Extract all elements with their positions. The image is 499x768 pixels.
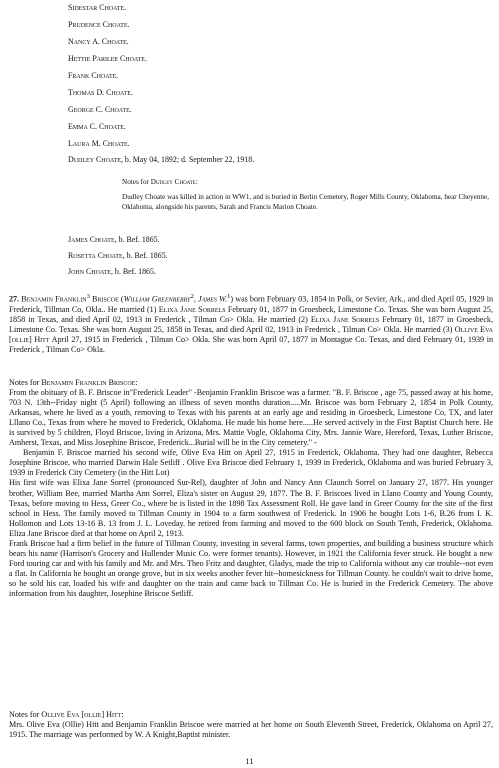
- child-dates: , b. Bef. 1865.: [114, 235, 160, 244]
- child-name: Rosetta Choate: [68, 251, 123, 260]
- dudley-notes-text: Dudley Choate was killed in action in WW1, and is buried in Berlin Cemetery, Roger Mills County, Oklahoma, hear Cheyenne, Oklahoma, alongside his parents, Sarah and Francis Marion Choate.: [122, 193, 490, 211]
- child-name: John Choate: [68, 267, 111, 276]
- ollive-marriage-paragraph: Mrs. Olive Eva (Ollie) Hitt and Benjamin Franklin Briscoe were married at her home on South Eleventh Street, Frederick, Oklahoma on April 27, 1915. The marriage was performed by W. A Knight,Baptist minister.: [9, 720, 493, 740]
- lineage-gen-2: 2: [190, 293, 194, 300]
- child-name: Emma C. Choate.: [68, 122, 126, 131]
- lineage-grandfather: James W.: [198, 294, 228, 304]
- first-wife-paragraph: His first wife was Elixa Jane Sorrel (pronounced Sur-Rel), daughter of John and Nancy Ann Claunch Sorrel on January 27, 1877. His younger brother, William Bee, married Martha Ann Sorrel, Eliza's sister on August 29, 1877. The B. F. Briscoes lived in Llano County and Young County, Texas, before moving to Hess, Greer Co., where he is listed in the 1898 Tax Assessment Roll. He gave land in Greer County for the site of the first school in Hess. The family moved to Tillman County in 1904 to a farm southwest of Frederick. In 1906 he bought Lots 1-6, B.26 from I. K. Hollomon and Lots 13-16 B. 13 from J. L. Loveday. he retired from farming and moved to the 600 block on South Tenth, Frederick, Oklahoma. Eliza Jane Briscoe died at that home on April 2, 1913.: [9, 478, 493, 538]
- child-dates: , b. Bef. 1865.: [110, 267, 156, 276]
- notes-prefix: Notes for: [9, 710, 42, 719]
- dudley-notes-heading: [122, 178, 492, 188]
- lineage-sep: ,: [193, 294, 198, 304]
- notes-subject: Benjamin Franklin Briscoe: [41, 378, 136, 387]
- entry-surname: Briscoe: [89, 294, 119, 304]
- child-name: Thomas D. Choate.: [68, 88, 134, 97]
- notes-heading: [9, 710, 493, 720]
- entry-name: Benjamin Franklin: [21, 294, 87, 304]
- child-name: Laura M. Choate.: [68, 139, 130, 148]
- child-name: Dudley Choate: [68, 155, 121, 164]
- child-name: George C. Choate.: [68, 105, 132, 114]
- child-dates: , b. Bef. 1865.: [122, 251, 168, 260]
- lineage-close: ): [230, 294, 234, 304]
- lineage-gen-1: 1: [227, 293, 231, 300]
- second-wife-paragraph: Benjamin F. Briscoe married his second wife, Olive Eva Hitt on April 27, 1915 in Frederick, Oklahoma. They had one daughter, Rebecca Josephine Briscoe, who married Darwin Hale Setliff . Olive Eva Briscoe died February 1, 1939 in Frederick, Oklahoma and was buried February 3, 1939 in Frederick City Cemetery (in the Hitt Lot): [9, 448, 493, 478]
- entry-number: 27.: [9, 294, 20, 304]
- child-name: Nancy A. Choate.: [68, 37, 129, 46]
- notes-heading: [9, 378, 493, 388]
- notes-bfb: [9, 378, 493, 599]
- notes-subject: Dudley Choate: [150, 178, 196, 186]
- spouse-3: Ollive Eva [ollie] Hitt: [9, 324, 493, 344]
- child-name: Prudence Choate.: [68, 20, 130, 29]
- notes-ollive: [9, 710, 493, 740]
- child-name: Sidestar Choate.: [68, 3, 127, 12]
- lineage-father: William Greenberry: [123, 294, 191, 304]
- obituary-paragraph: From the obituary of B. F. Briscoe in"Frederick Leader" -Benjamin Franklin Briscoe was a farmer. "B. F. Briscoe , age 75, passed away at his home, 703 N. 13th--Friday night (5 April) following an illness of seven months duration.....Mr. Briscoe was born February 2, 1854 in Polk County, Arkansas, where he lived as a youth, removing to Texas with his parents at an early age and residing in Groesbeck, Limestone Co, TX, and later Lllano Co., Texas from where he moved to Frederick, Oklahoma. He made his home here.....He served actively in the First Baptist Church here. He is survived by 5 children, Floyd Briscoe, living in Arizona, Mrs. Mattie Vogle, Oklahoma City, Mrs. Jannie Ware, Hereford, Texas, Luther Briscoe, Amherst, Texas, and Miss Josephine Briscoe, Frederick...Burial will be in the City cemetery." -: [9, 388, 493, 448]
- notes-prefix: Notes for: [9, 378, 42, 387]
- entry-text: was born February 03, 1854 in Polk, or Sevier, Ark., and died April 05, 1929 in Frederick, Tillman Co, Okla.. He married (1): [9, 294, 493, 314]
- entry-text: February 01, 1877 in Groesbeck, Limestone Co. Texas. She was born August 25, 1858 in Texas, and died April 02, 1913 in Frederick , Tilman Co> Okla. He married (2): [9, 304, 493, 324]
- entry-text: April 27, 1915 in Frederick , Tilman Co> Okla. She was born April 07, 1877 in Montague Co. Texas, and died February 01, 1939 in Frederick , Tilman Co> Okla.: [9, 334, 494, 354]
- entry-text: February 01, 1877 in Groesbeck, Limestone Co. Texas. She was born August 25, 1858 in Texas, and died April 02, 1913 in Frederick , Tilman Co> Okla. He married (3): [9, 314, 493, 334]
- notes-subject: Ollive Eva [ollie] Hitt: [41, 710, 122, 719]
- notes-colon: :: [195, 178, 198, 186]
- spouse-2: Elixa Jane Sorrels: [310, 314, 380, 324]
- notes-prefix: Notes for: [122, 178, 151, 186]
- spouse-1: Elixa Jane Sorrels: [158, 304, 226, 314]
- page-number: 11: [245, 756, 254, 766]
- california-paragraph: Frank Briscoe had a firm belief in the future of Tillman County, investing in several farms, town properties, and building a business structure which bears his name (Harrison's Grocery and Hullender Music Co. were former tenants). However, in 1921 the California fever struck. He bought a new Ford touring car and with his family and Mr. and Mrs. Theo Fritz and daughter, Gladys, made the trip to California without any car trouble--not even a flat. In California he bought an orange grove, but in six weeks another fever hit--homesickness for Tillman County. he couldn't wait to drive home, so he sold his car, loaded his wife and daughter on the train and came back to Tillman Co. He is buried in the Frederick Cemetery. The above information from his daughter, Josephine Briscoe Setliff.: [9, 538, 493, 598]
- child-name: James Choate: [68, 235, 115, 244]
- child-name: Hettie Parilee Choate.: [68, 54, 147, 63]
- child-name: Frank Choate.: [68, 71, 119, 80]
- lineage-open: (: [118, 294, 124, 304]
- child-dates: , b. May 04, 1892; d. September 22, 1918.: [120, 155, 255, 164]
- notes-colon: :: [121, 710, 124, 719]
- entry-27: [9, 292, 493, 355]
- notes-colon: :: [135, 378, 138, 387]
- generation-number: 3: [86, 293, 90, 300]
